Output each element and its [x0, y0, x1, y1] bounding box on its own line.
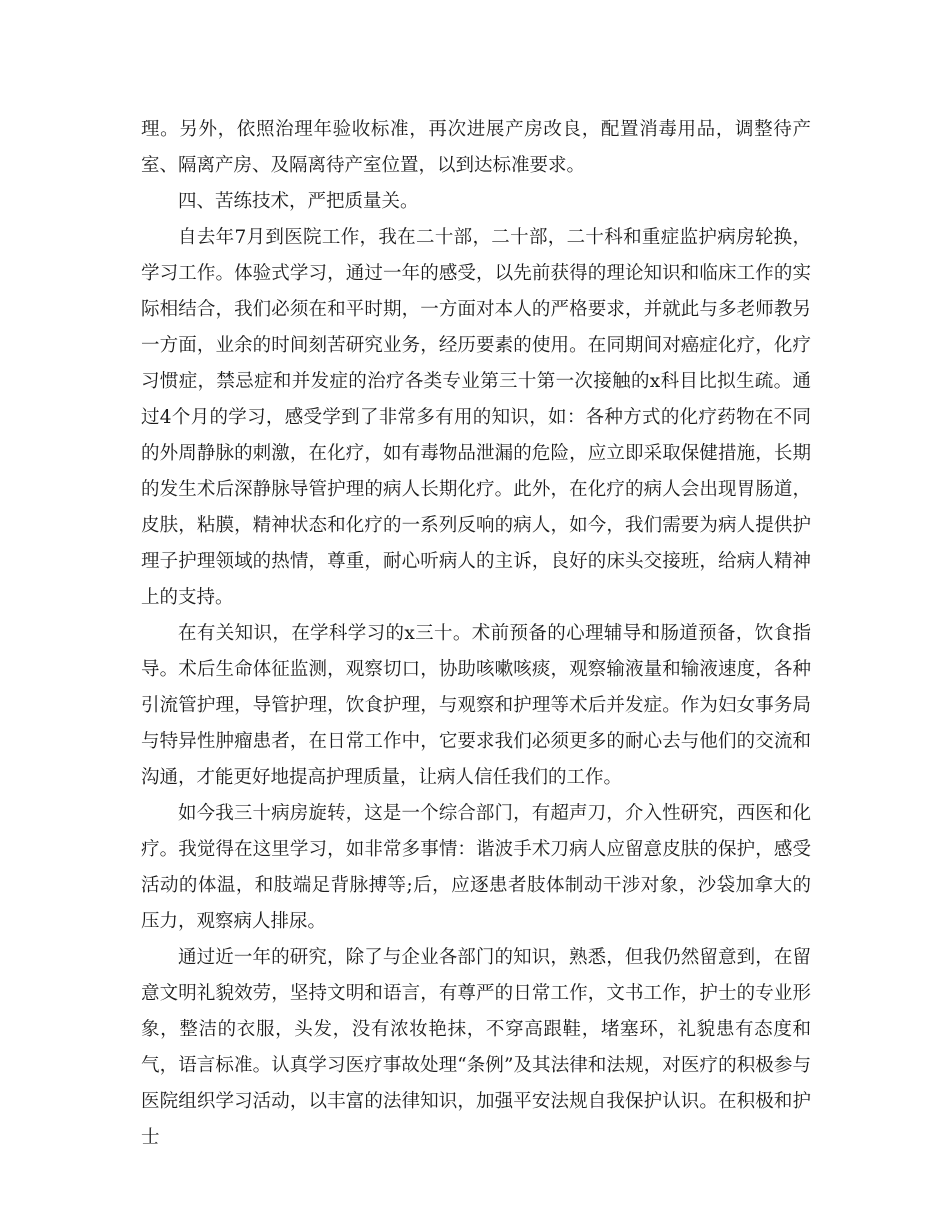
section-heading-4: 四、苦练技术，严把质量关。: [178, 191, 419, 212]
paragraph-4: 在有关知识，在学科学习的x三十。术前预备的心理辅导和肠道预备，饮食指导。术后生命体征监测，观察切口，协助咳嗽咳痰，观察输液量和输液速度，各种引流管护理，导管护理，饮食护理，与观察和护理等术后并发症。作为妇女事务局与特异性肿瘤患者，在日常工作中，它要求我们必须更多的耐心去与他们的交流和沟通，才能更好地提高护理质量，让病人信任我们的工作。: [141, 623, 811, 788]
paragraph-1: 理。另外，依照治理年验收标准，再次进展产房改良，配置消毒用品，调整待产室、隔离产房、及隔离待产室位置，以到达标准要求。: [141, 119, 811, 176]
paragraph-3: 自去年7月到医院工作，我在二十部，二十部，二十科和重症监护病房轮换，学习工作。体验式学习，通过一年的感受，以先前获得的理论知识和临床工作的实际相结合，我们必须在和平时期，一方面对本人的严格要求，并就此与多老师教另一方面，业余的时间刻苦研究业务，经历要素的使用。在同期间对癌症化疗，化疗习惯症，禁忌症和并发症的治疗各类专业第三十第一次接触的x科目比拟生疏。通过4个月的学习，感受学到了非常多有用的知识，如：各种方式的化疗药物在不同的外周静脉的刺激，在化疗，如有毒物品泄漏的危险，应立即采取保健措施，长期的发生术后深静脉导管护理的病人长期化疗。此外，在化疗的病人会出现胃肠道，皮肤，粘膜，精神状态和化疗的一系列反响的病人，如今，我们需要为病人提供护理子护理领域的热情，尊重，耐心听病人的主诉，良好的床头交接班，给病人精神上的支持。: [141, 227, 811, 608]
paragraph-5: 如今我三十病房旋转，这是一个综合部门，有超声刀，介入性研究，西医和化疗。我觉得在这里学习，如非常多事情：谐波手术刀病人应留意皮肤的保护，感受活动的体温，和肢端足背脉搏等;后，应逐患者肢体制动干涉对象，沙袋加拿大的压力，观察病人排尿。: [141, 803, 811, 932]
paragraph-6: 通过近一年的研究，除了与企业各部门的知识，熟悉，但我仍然留意到，在留意文明礼貌效劳，坚持文明和语言，有尊严的日常工作，文书工作，护士的专业形象，整洁的衣服，头发，没有浓妆艳抹，不穿高跟鞋，堵塞环，礼貌患有态度和气，语言标准。认真学习医疗事故处理“条例”及其法律和法规，对医疗的积极参与医院组织学习活动，以丰富的法律知识，加强平安法规自我保护认识。在积极和护士: [141, 947, 811, 1148]
document-page: [141, 112, 811, 1156]
